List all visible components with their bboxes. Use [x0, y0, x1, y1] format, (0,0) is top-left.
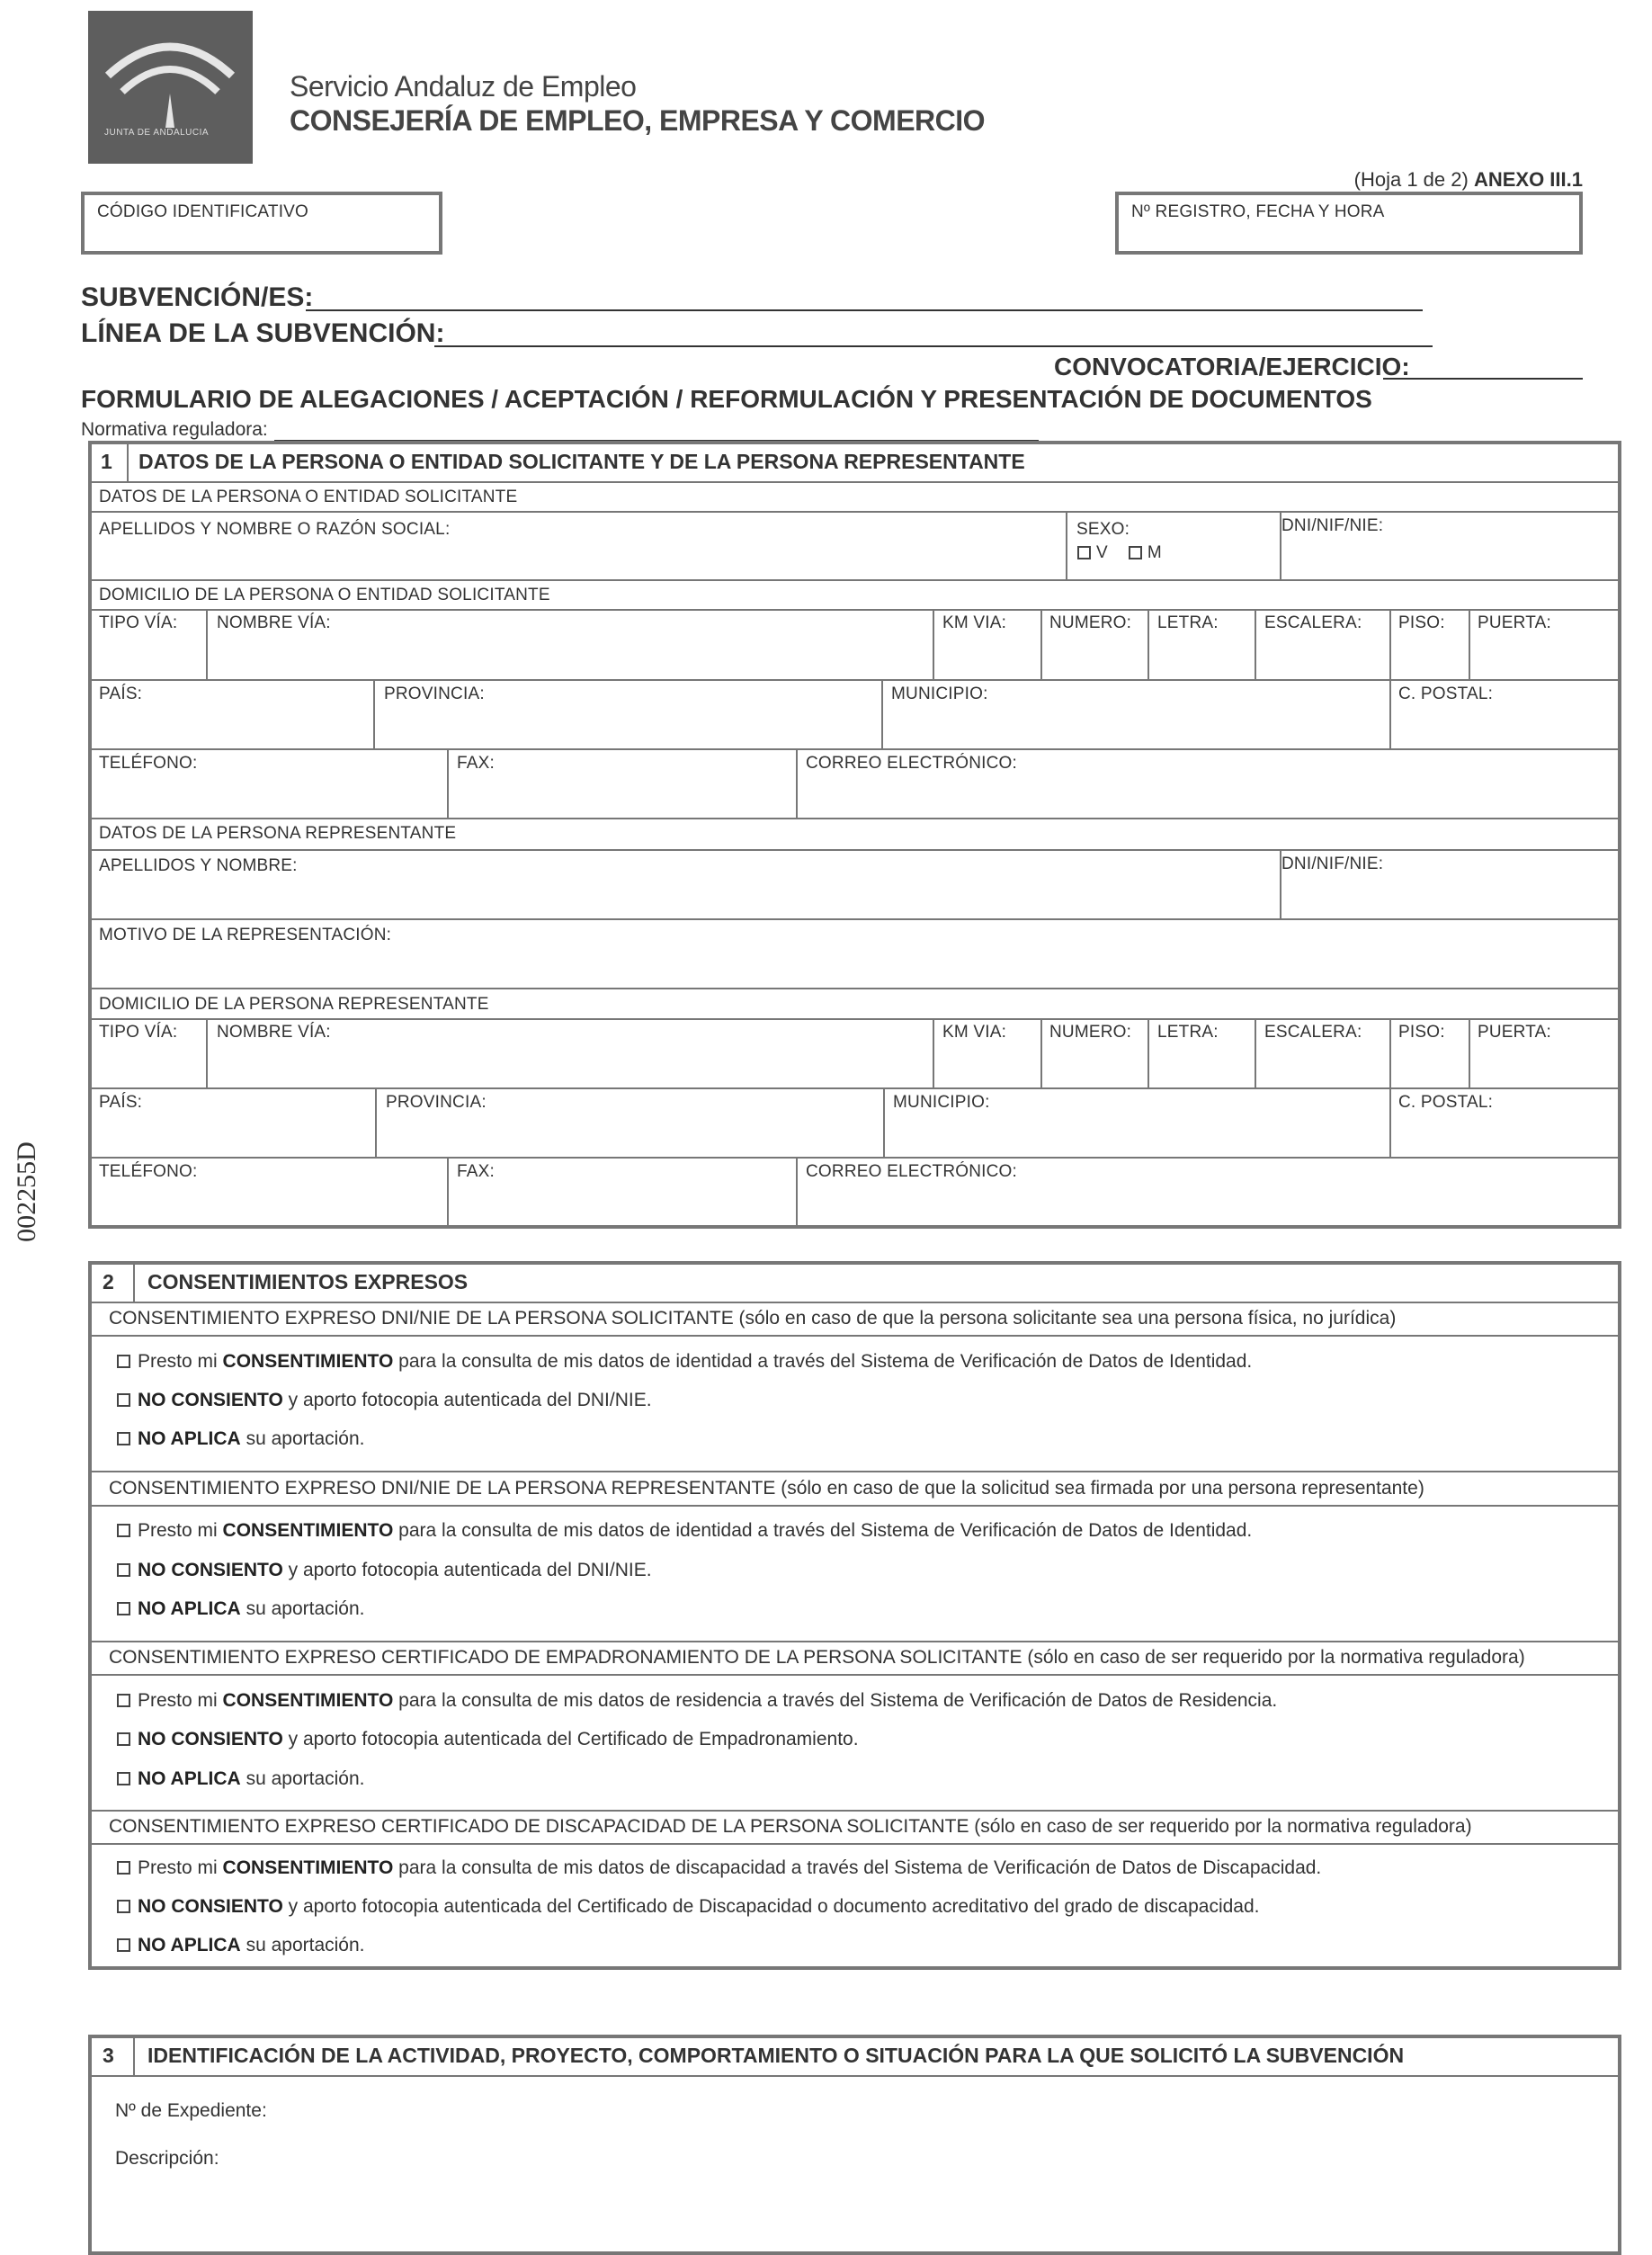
divider	[90, 1810, 1619, 1812]
option-text: su aportación.	[246, 1768, 365, 1789]
divider	[1040, 1018, 1042, 1087]
km-via-label[interactable]: KM VIA:	[942, 613, 1007, 632]
rep-escalera-label[interactable]: ESCALERA:	[1264, 1023, 1362, 1042]
section-3-number: 3	[103, 2044, 114, 2067]
option-text: Presto mi	[138, 1690, 218, 1711]
consent-2-option-no-aplica[interactable]	[117, 1598, 365, 1620]
divider	[1040, 609, 1042, 679]
code-box[interactable]	[81, 192, 442, 255]
divider	[90, 1302, 1619, 1303]
code-box-label: CÓDIGO IDENTIFICATIVO	[97, 202, 309, 221]
divider	[90, 1471, 1619, 1472]
telefono-label[interactable]: TELÉFONO:	[99, 754, 198, 773]
divider	[1389, 679, 1391, 748]
apellidos-razon-label[interactable]: APELLIDOS Y NOMBRE O RAZÓN SOCIAL:	[99, 520, 451, 539]
rep-municipio-label[interactable]: MUNICIPIO:	[893, 1093, 990, 1112]
option-bold: NO APLICA	[138, 1598, 241, 1619]
section-1-number: 1	[101, 450, 112, 473]
rep-dni-label[interactable]: DNI/NIF/NIE:	[1281, 855, 1384, 873]
divider	[1147, 609, 1149, 679]
consent-2-option-consiento[interactable]	[117, 1520, 1252, 1542]
option-text: su aportación.	[246, 1598, 365, 1619]
sexo-v-label: V	[1096, 543, 1108, 562]
side-code: 002255D	[11, 1141, 41, 1242]
consent-3-option-no-aplica[interactable]	[117, 1768, 365, 1790]
checkbox[interactable]	[117, 1732, 130, 1746]
checkbox[interactable]	[117, 1602, 130, 1615]
checkbox[interactable]	[117, 1694, 130, 1707]
divider	[1469, 1018, 1470, 1087]
checkbox[interactable]	[117, 1938, 130, 1952]
subvencion-label: SUBVENCIÓN/ES:	[81, 282, 314, 312]
logo-text: JUNTA DE ANDALUCIA	[104, 128, 210, 138]
option-text: para la consulta de mis datos de identidad a través del Sistema de Verificación de Datos de Identidad.	[398, 1351, 1253, 1372]
option-text: Presto mi	[138, 1351, 218, 1372]
option-bold: NO CONSIENTO	[138, 1390, 283, 1410]
rep-km-via-label[interactable]: KM VIA:	[942, 1023, 1007, 1042]
consent-header-4: CONSENTIMIENTO EXPRESO CERTIFICADO DE DISCAPACIDAD DE LA PERSONA SOLICITANTE (sólo en caso de ser requerido por la normativa reguladora)	[109, 1816, 1472, 1837]
registry-box-label: Nº REGISTRO, FECHA Y HORA	[1131, 202, 1385, 221]
convocatoria-line[interactable]	[1383, 378, 1583, 380]
divider	[883, 1087, 885, 1157]
section-3-title: IDENTIFICACIÓN DE LA ACTIVIDAD, PROYECTO, COMPORTAMIENTO O SITUACIÓN PARA LA QUE SOLICITÓ LA SUBVENCIÓN	[147, 2044, 1405, 2067]
checkbox[interactable]	[117, 1432, 130, 1445]
municipio-label[interactable]: MUNICIPIO:	[891, 685, 988, 703]
divider	[90, 918, 1619, 920]
rep-puerta-label[interactable]: PUERTA:	[1478, 1023, 1551, 1042]
domicilio-representante-header: DOMICILIO DE LA PERSONA REPRESENTANTE	[99, 995, 489, 1014]
sexo-m-label: M	[1147, 543, 1162, 562]
divider	[90, 1843, 1619, 1845]
escalera-label[interactable]: ESCALERA:	[1264, 613, 1362, 632]
linea-label: LÍNEA DE LA SUBVENCIÓN:	[81, 318, 445, 348]
divider	[375, 1087, 377, 1157]
ministry-name: CONSEJERÍA DE EMPLEO, EMPRESA Y COMERCIO	[290, 104, 986, 137]
option-bold: NO CONSIENTO	[138, 1896, 283, 1917]
option-text: para la consulta de mis datos de discapacidad a través del Sistema de Verificación de Datos de Discapacidad.	[398, 1857, 1322, 1878]
annex-label: ANEXO III.1	[1473, 168, 1583, 191]
option-bold: CONSENTIMIENTO	[222, 1690, 394, 1711]
numero-label[interactable]: NUMERO:	[1049, 613, 1132, 632]
option-bold: NO CONSIENTO	[138, 1729, 283, 1749]
option-bold: CONSENTIMIENTO	[222, 1351, 394, 1372]
linea-line[interactable]	[434, 345, 1433, 347]
sexo-label: SEXO:	[1076, 520, 1130, 539]
option-text: su aportación.	[246, 1935, 365, 1955]
checkbox[interactable]	[117, 1900, 130, 1913]
divider	[206, 1018, 208, 1087]
correo-label[interactable]: CORREO ELECTRÓNICO:	[806, 754, 1017, 773]
domicilio-solicitante-header: DOMICILIO DE LA PERSONA O ENTIDAD SOLICITANTE	[99, 586, 550, 604]
option-bold: CONSENTIMIENTO	[222, 1857, 394, 1878]
divider	[90, 1335, 1619, 1337]
consent-4-option-consiento[interactable]	[117, 1857, 1321, 1879]
option-text: y aporto fotocopia autenticada del DNI/NIE.	[288, 1560, 652, 1580]
divider	[1389, 609, 1391, 679]
divider	[1255, 1018, 1256, 1087]
consent-3-option-consiento[interactable]	[117, 1690, 1277, 1712]
puerta-label[interactable]: PUERTA:	[1478, 613, 1551, 632]
divider	[127, 443, 129, 482]
section-2-number: 2	[103, 1270, 114, 1293]
rep-cpostal-label[interactable]: C. POSTAL:	[1398, 1093, 1494, 1112]
option-text: su aportación.	[246, 1428, 365, 1449]
consent-1-option-no-consiento[interactable]	[117, 1390, 652, 1411]
option-text: y aporto fotocopia autenticada del Certificado de Empadronamiento.	[288, 1729, 859, 1749]
divider	[1389, 1018, 1391, 1087]
divider	[933, 609, 934, 679]
consent-4-option-no-consiento[interactable]	[117, 1896, 1260, 1918]
rep-pais-label[interactable]: PAÍS:	[99, 1093, 143, 1112]
divider	[90, 579, 1619, 581]
consent-header-1: CONSENTIMIENTO EXPRESO DNI/NIE DE LA PERSONA SOLICITANTE (sólo en caso de que la persona solicitante sea una persona física, no jurídica)	[109, 1308, 1397, 1329]
rep-telefono-label[interactable]: TELÉFONO:	[99, 1162, 198, 1181]
solicitante-header: DATOS DE LA PERSONA O ENTIDAD SOLICITANTE	[99, 488, 518, 506]
divider	[90, 818, 1619, 819]
sheet-number: (Hoja 1 de 2)	[1353, 168, 1469, 191]
divider	[1469, 609, 1470, 679]
divider	[1389, 1087, 1391, 1157]
divider	[133, 2036, 135, 2076]
rep-nombre-via-label[interactable]: NOMBRE VÍA:	[217, 1023, 331, 1042]
rep-numero-label[interactable]: NUMERO:	[1049, 1023, 1132, 1042]
dni-label[interactable]: DNI/NIF/NIE:	[1281, 516, 1384, 535]
option-bold: NO APLICA	[138, 1428, 241, 1449]
divider	[90, 988, 1619, 989]
expediente-label[interactable]: Nº de Expediente:	[115, 2100, 267, 2121]
option-text: para la consulta de mis datos de identidad a través del Sistema de Verificación de Datos de Identidad.	[398, 1520, 1253, 1541]
divider	[133, 1263, 135, 1302]
option-text: Presto mi	[138, 1520, 218, 1541]
divider	[447, 1157, 449, 1227]
divider	[447, 748, 449, 818]
convocatoria-label: CONVOCATORIA/EJERCICIO:	[1054, 353, 1410, 380]
divider	[90, 1641, 1619, 1642]
divider	[1147, 1018, 1149, 1087]
rep-correo-label[interactable]: CORREO ELECTRÓNICO:	[806, 1162, 1017, 1181]
divider	[90, 1157, 1619, 1159]
divider	[796, 748, 798, 818]
sexo-options[interactable]	[1077, 543, 1162, 563]
divider	[1255, 609, 1256, 679]
agency-name: Servicio Andaluz de Empleo	[290, 70, 637, 103]
sexo-v-checkbox[interactable]	[1077, 546, 1091, 559]
junta-logo	[88, 11, 253, 164]
motivo-label[interactable]: MOTIVO DE LA REPRESENTACIÓN:	[99, 926, 392, 944]
divider	[90, 849, 1619, 851]
divider	[206, 609, 208, 679]
divider	[881, 679, 883, 748]
divider	[933, 1018, 934, 1087]
divider	[90, 2075, 1619, 2077]
option-text: para la consulta de mis datos de residencia a través del Sistema de Verificación de Datos de Residencia.	[398, 1690, 1278, 1711]
divider	[90, 748, 1619, 750]
option-bold: CONSENTIMIENTO	[222, 1520, 394, 1541]
option-bold: NO APLICA	[138, 1768, 241, 1789]
checkbox[interactable]	[117, 1772, 130, 1785]
consent-header-3: CONSENTIMIENTO EXPRESO CERTIFICADO DE EMPADRONAMIENTO DE LA PERSONA SOLICITANTE (sólo en caso de ser requerido por la normativa reguladora)	[109, 1647, 1525, 1668]
checkbox[interactable]	[117, 1563, 130, 1577]
piso-label[interactable]: PISO:	[1398, 613, 1445, 632]
option-text: Presto mi	[138, 1857, 218, 1878]
section-2-title: CONSENTIMIENTOS EXPRESOS	[147, 1270, 469, 1293]
rep-letra-label[interactable]: LETRA:	[1157, 1023, 1219, 1042]
divider	[90, 481, 1619, 483]
registry-box[interactable]	[1115, 192, 1583, 255]
tipo-via-label[interactable]: TIPO VÍA:	[99, 613, 178, 632]
junta-logo-icon	[88, 11, 253, 164]
divider	[373, 679, 375, 748]
checkbox[interactable]	[117, 1393, 130, 1407]
consent-1-option-consiento[interactable]	[117, 1351, 1252, 1373]
consent-1-option-no-aplica[interactable]	[117, 1428, 365, 1450]
option-text: y aporto fotocopia autenticada del DNI/NIE.	[288, 1390, 652, 1410]
nombre-via-label[interactable]: NOMBRE VÍA:	[217, 613, 331, 632]
option-bold: NO CONSIENTO	[138, 1560, 283, 1580]
provincia-label[interactable]: PROVINCIA:	[384, 685, 485, 703]
checkbox[interactable]	[117, 1524, 130, 1537]
sheet-info	[1354, 168, 1583, 192]
sexo-m-checkbox[interactable]	[1129, 546, 1142, 559]
consent-4-option-no-aplica[interactable]	[117, 1935, 365, 1956]
consent-header-2: CONSENTIMIENTO EXPRESO DNI/NIE DE LA PERSONA REPRESENTANTE (sólo en caso de que la solicitud sea firmada por una persona representante)	[109, 1478, 1424, 1499]
rep-tipo-via-label[interactable]: TIPO VÍA:	[99, 1023, 178, 1042]
divider	[90, 1674, 1619, 1676]
pais-label[interactable]: PAÍS:	[99, 685, 143, 703]
descripcion-label[interactable]: Descripción:	[115, 2148, 219, 2169]
subvencion-line[interactable]	[306, 309, 1423, 311]
representante-header: DATOS DE LA PERSONA REPRESENTANTE	[99, 824, 457, 843]
rep-fax-label[interactable]: FAX:	[457, 1162, 495, 1181]
divider	[796, 1157, 798, 1227]
divider	[90, 511, 1619, 513]
divider	[1066, 511, 1067, 579]
apellidos-nombre-label[interactable]: APELLIDOS Y NOMBRE:	[99, 856, 298, 875]
checkbox[interactable]	[117, 1355, 130, 1368]
rep-provincia-label[interactable]: PROVINCIA:	[386, 1093, 487, 1112]
fax-label[interactable]: FAX:	[457, 754, 495, 773]
rep-piso-label[interactable]: PISO:	[1398, 1023, 1445, 1042]
section-1-title: DATOS DE LA PERSONA O ENTIDAD SOLICITANTE Y DE LA PERSONA REPRESENTANTE	[138, 450, 1025, 473]
consent-2-option-no-consiento[interactable]	[117, 1560, 652, 1581]
option-bold: NO APLICA	[138, 1935, 241, 1955]
checkbox[interactable]	[117, 1861, 130, 1875]
form-title: FORMULARIO DE ALEGACIONES / ACEPTACIÓN / REFORMULACIÓN Y PRESENTACIÓN DE DOCUMENTOS	[81, 385, 1372, 413]
cpostal-label[interactable]: C. POSTAL:	[1398, 685, 1494, 703]
consent-3-option-no-consiento[interactable]	[117, 1729, 859, 1750]
divider	[90, 1505, 1619, 1507]
normativa-label: Normativa reguladora:	[81, 419, 268, 440]
option-text: y aporto fotocopia autenticada del Certificado de Discapacidad o documento acreditativo del grado de discapacidad.	[288, 1896, 1260, 1917]
letra-label[interactable]: LETRA:	[1157, 613, 1219, 632]
